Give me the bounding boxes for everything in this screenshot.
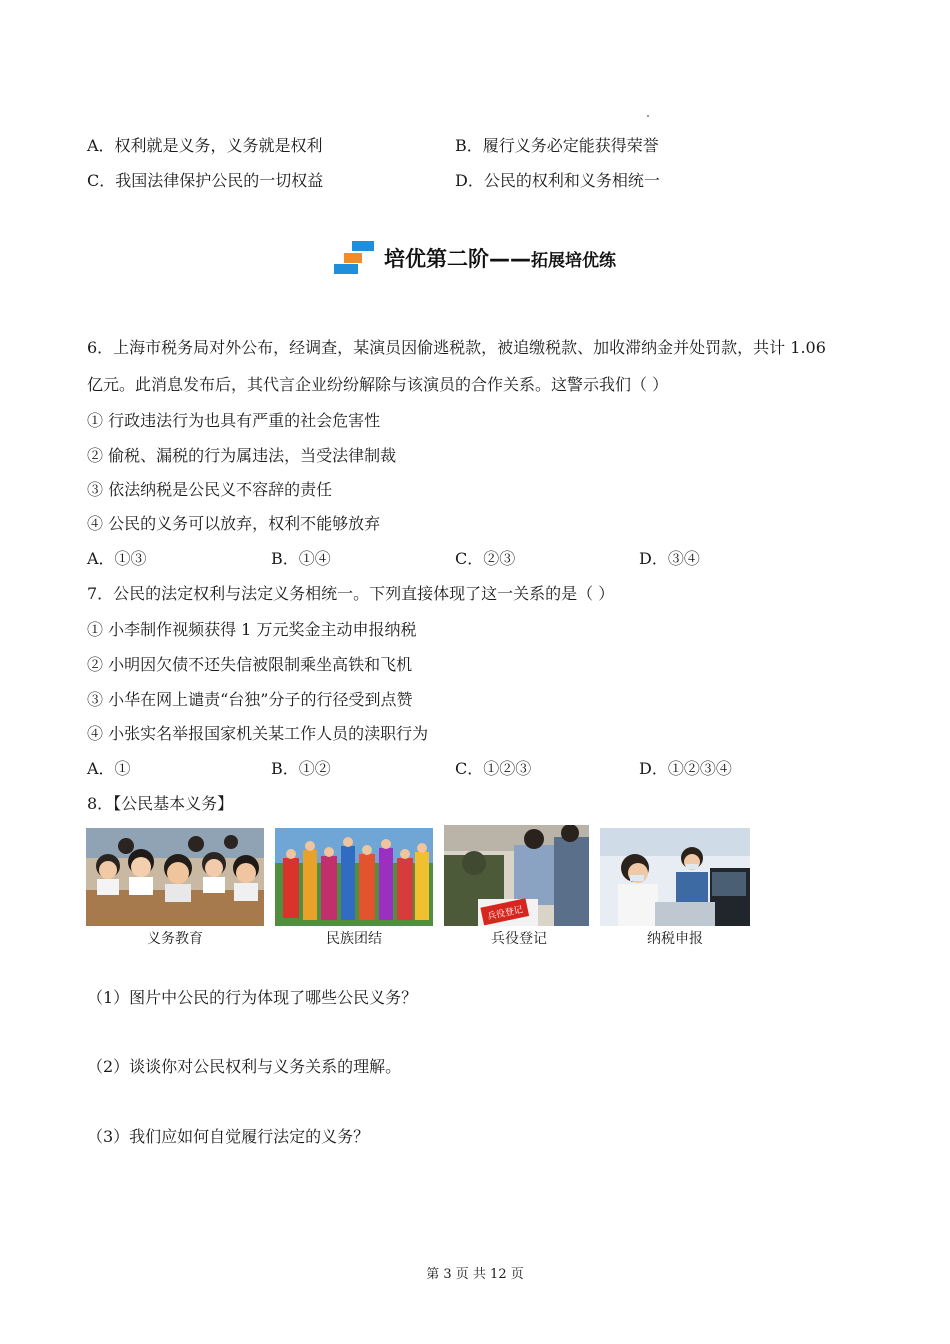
q7-item-4: ④ 小张实名举报国家机关某工作人员的渎职行为 bbox=[87, 724, 429, 743]
q6-stem-line1: 6．上海市税务局对外公布，经调查，某演员因偷逃税款，被追缴税款、加收滞纳金并处罚款，共计 1.06 bbox=[87, 338, 826, 357]
q8-subquestion-3: （3）我们应如何自觉履行法定的义务？ bbox=[87, 1127, 370, 1146]
caption-military-registration: 兵役登记 bbox=[491, 931, 547, 947]
q7-item-1: ① 小李制作视频获得 1 万元奖金主动申报纳税 bbox=[87, 620, 417, 639]
photo-military-registration bbox=[444, 825, 589, 926]
q6-option-d: D．③④ bbox=[639, 549, 700, 568]
q8-subquestion-1: （1）图片中公民的行为体现了哪些公民义务？ bbox=[87, 988, 418, 1007]
q5-option-a: A．权利就是义务，义务就是权利 bbox=[87, 136, 323, 155]
q5-option-c: C．我国法律保护公民的一切权益 bbox=[87, 171, 324, 190]
photo-tax-declaration bbox=[600, 828, 750, 926]
caption-ethnic-unity: 民族团结 bbox=[326, 931, 382, 947]
photo-ethnic-dance bbox=[275, 828, 433, 926]
q5-option-b: B．履行义务必定能获得荣誉 bbox=[455, 136, 659, 155]
q7-stem: 7．公民的法定权利与法定义务相统一。下列直接体现了这一关系的是（ ） bbox=[87, 584, 615, 603]
q5-option-d: D．公民的权利和义务相统一 bbox=[455, 171, 660, 190]
section-title-sub: 拓展培优练 bbox=[531, 251, 616, 271]
q6-item-1: ① 行政违法行为也具有严重的社会危害性 bbox=[87, 411, 381, 430]
caption-compulsory-education: 义务教育 bbox=[147, 931, 203, 947]
q7-option-a: A．① bbox=[87, 759, 131, 778]
q8-subquestion-2: （2）谈谈你对公民权利与义务关系的理解。 bbox=[87, 1057, 402, 1076]
caption-tax-declaration: 纳税申报 bbox=[647, 931, 703, 947]
q6-option-a: A．①③ bbox=[87, 549, 147, 568]
section-title-text bbox=[384, 243, 616, 273]
stray-mark bbox=[647, 115, 649, 117]
q6-item-4: ④ 公民的义务可以放弃，权利不能够放弃 bbox=[87, 514, 381, 533]
q7-item-3: ③ 小华在网上谴责“台独”分子的行径受到点赞 bbox=[87, 690, 413, 709]
q7-option-b: B．①② bbox=[271, 759, 331, 778]
photo-classroom bbox=[86, 828, 264, 926]
q6-item-3: ③ 依法纳税是公民义不容辞的责任 bbox=[87, 480, 333, 499]
section-blocks-icon bbox=[334, 241, 376, 275]
military-sign-text: 兵役登记 bbox=[486, 905, 524, 923]
q7-option-c: C．①②③ bbox=[455, 759, 532, 778]
section-title-main: 培优第二阶 bbox=[384, 247, 489, 271]
section-title-dash: —— bbox=[489, 247, 531, 271]
q6-item-2: ② 偷税、漏税的行为属违法，当受法律制裁 bbox=[87, 446, 397, 465]
q6-option-c: C．②③ bbox=[455, 549, 516, 568]
q6-option-b: B．①④ bbox=[271, 549, 331, 568]
q8-stem: 8．【公民基本义务】 bbox=[87, 794, 234, 813]
q7-item-2: ② 小明因欠债不还失信被限制乘坐高铁和飞机 bbox=[87, 655, 413, 674]
q6-stem-line2: 亿元。此消息发布后，其代言企业纷纷解除与该演员的合作关系。这警示我们（ ） bbox=[87, 375, 669, 394]
section-heading bbox=[0, 238, 950, 278]
q7-option-d: D．①②③④ bbox=[639, 759, 732, 778]
page-number-footer: 第 3 页 共 12 页 bbox=[426, 1267, 524, 1282]
